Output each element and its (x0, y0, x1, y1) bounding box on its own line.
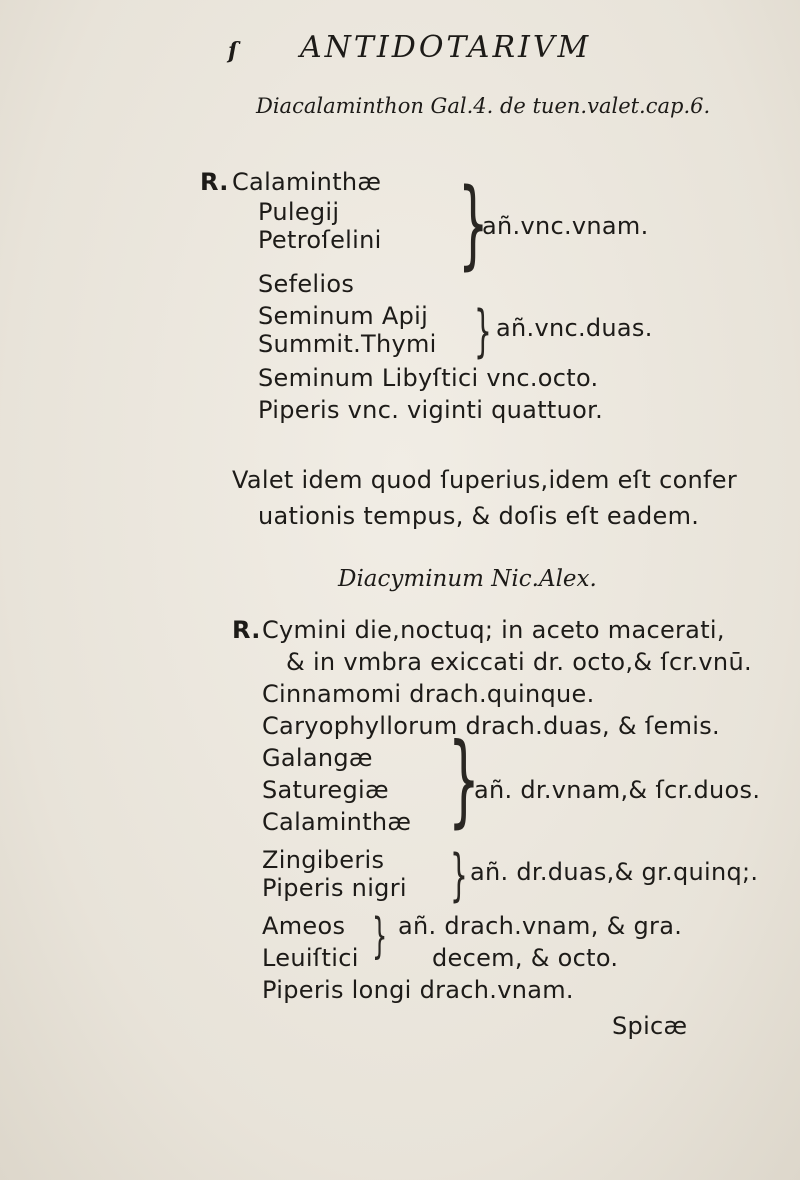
right-brace-icon: } (450, 843, 468, 908)
dose-line: decem, & octo. (432, 944, 619, 972)
dose-line: añ.vnc.vnam. (482, 212, 649, 240)
ingredient-line: Summit.Thymi (258, 330, 437, 358)
dose-line: añ.vnc.duas. (496, 314, 653, 342)
recipe-symbol: R. (232, 616, 261, 644)
recipe-heading-diacalaminthon: Diacalaminthon Gal.4. de tuen.valet.cap.6. (256, 94, 711, 118)
ingredient-line: Cymini die,noctuq; in aceto macerati, (262, 616, 725, 644)
ingredient-line: Galangæ (262, 744, 373, 772)
paragraph-line: Valet idem quod ſuperius,idem eſt confer (232, 466, 738, 494)
dose-line: añ. dr.vnam,& ſcr.duos. (474, 776, 761, 804)
dose-line: añ. drach.vnam, & gra. (398, 912, 683, 940)
right-brace-icon: } (372, 908, 388, 964)
recipe-heading-diacyminum: Diacyminum Nic.Alex. (338, 566, 597, 592)
ingredient-line: Piperis vnc. viginti quattuor. (258, 396, 603, 424)
ingredient-line: Calaminthæ (232, 168, 382, 196)
ingredient-line: & in vmbra exiccati dr. octo,& ſcr.vnū. (286, 648, 752, 676)
ingredient-line: Petroſelini (258, 226, 382, 254)
right-brace-icon: } (448, 721, 480, 838)
ingredient-line: Sefelios (258, 270, 355, 298)
ingredient-line: Seminum Apij (258, 302, 429, 330)
ingredient-line: Calaminthæ (262, 808, 412, 836)
ingredient-line: Caryophyllorum drach.duas, & ſemis. (262, 712, 720, 740)
signature-mark: ſ (228, 38, 238, 64)
ingredient-line: Ameos (262, 912, 346, 940)
ingredient-line: Saturegiæ (262, 776, 389, 804)
catchword: Spicæ (612, 1012, 688, 1040)
ingredient-line: Piperis longi drach.vnam. (262, 976, 574, 1004)
ingredient-line: Leuiſtici (262, 944, 359, 972)
right-brace-icon: } (474, 299, 492, 364)
ingredient-line: Seminum Libyſtici vnc.octo. (258, 364, 599, 392)
ingredient-line: Piperis nigri (262, 874, 407, 902)
right-brace-icon: } (458, 168, 489, 280)
running-title: ANTIDOTARIVM (300, 30, 592, 65)
recipe-symbol: R. (200, 168, 229, 196)
ingredient-line: Cinnamomi drach.quinque. (262, 680, 595, 708)
paragraph-line: uationis tempus, & doſis eſt eadem. (258, 502, 700, 530)
dose-line: añ. dr.duas,& gr.quinq;. (470, 858, 759, 886)
ingredient-line: Zingiberis (262, 846, 385, 874)
ingredient-line: Pulegij (258, 198, 340, 226)
